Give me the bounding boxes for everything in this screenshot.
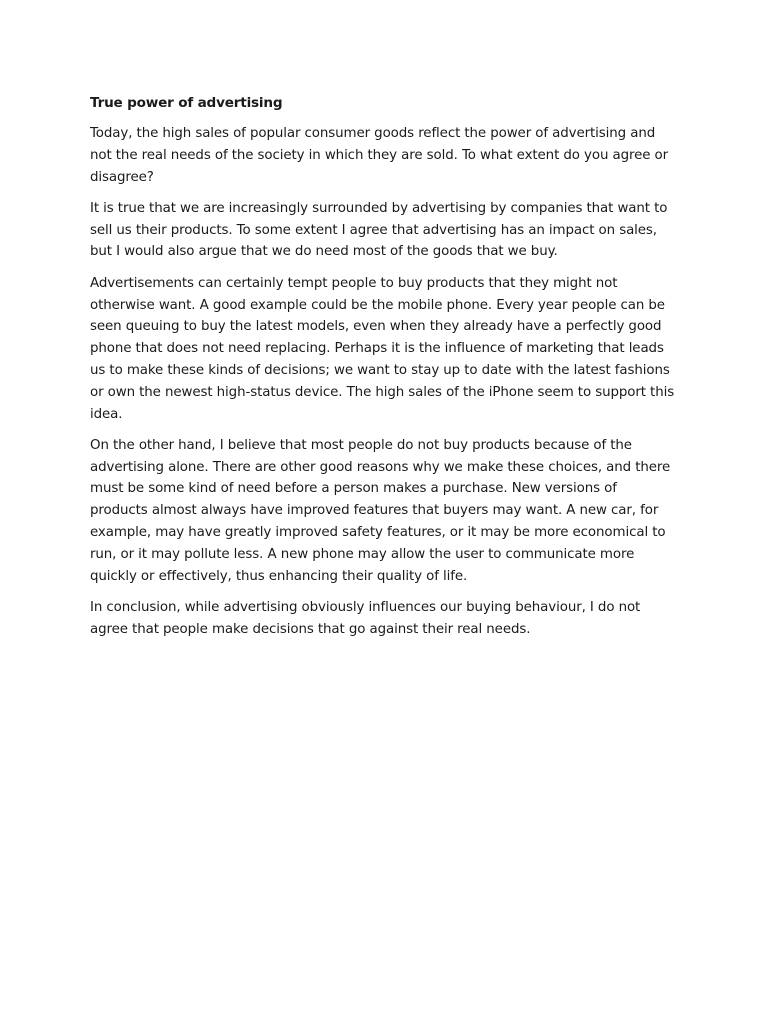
- document-title: True power of advertising: [90, 95, 283, 111]
- paragraph-introduction: It is true that we are increasingly surrounded by advertising by companies that want to sell us their products. To some extent I agree that advertising has an impact on sales, but I would also argue that we do need most of the goods that we buy.: [90, 200, 668, 260]
- paragraph-question: Today, the high sales of popular consumer goods reflect the power of advertising and not the real needs of the society in which they are sold. To what extent do you agree or disagree?: [90, 126, 669, 185]
- paragraph-body-needs: On the other hand, I believe that most people do not buy products because of the advertising alone. There are other good reasons why we make these choices, and there must be some kind of need before a person makes a purchase. New versions of products almost always have improved features that buyers may want. A new car, for example, may have greatly improved safety features, or it may be more economical to run, or it may pollute less. A new phone may allow the user to communicate more quickly or effectively, thus enhancing their quality of life.: [90, 437, 671, 584]
- paragraph-body-advertising: Advertisements can certainly tempt people to buy products that they might not otherwise want. A good example could be the mobile phone. Every year people can be seen queuing to buy the latest models, even when they already have a perfectly good phone that does not need replacing. Perhaps it is the influence of marketing that leads us to make these kinds of decisions; we want to stay up to date with the latest fashions or own the newest high-status device. The high sales of the iPhone seem to support this idea.: [90, 275, 675, 422]
- paragraph-conclusion: In conclusion, while advertising obviously influences our buying behaviour, I do not agree that people make decisions that go against their real needs.: [90, 599, 641, 637]
